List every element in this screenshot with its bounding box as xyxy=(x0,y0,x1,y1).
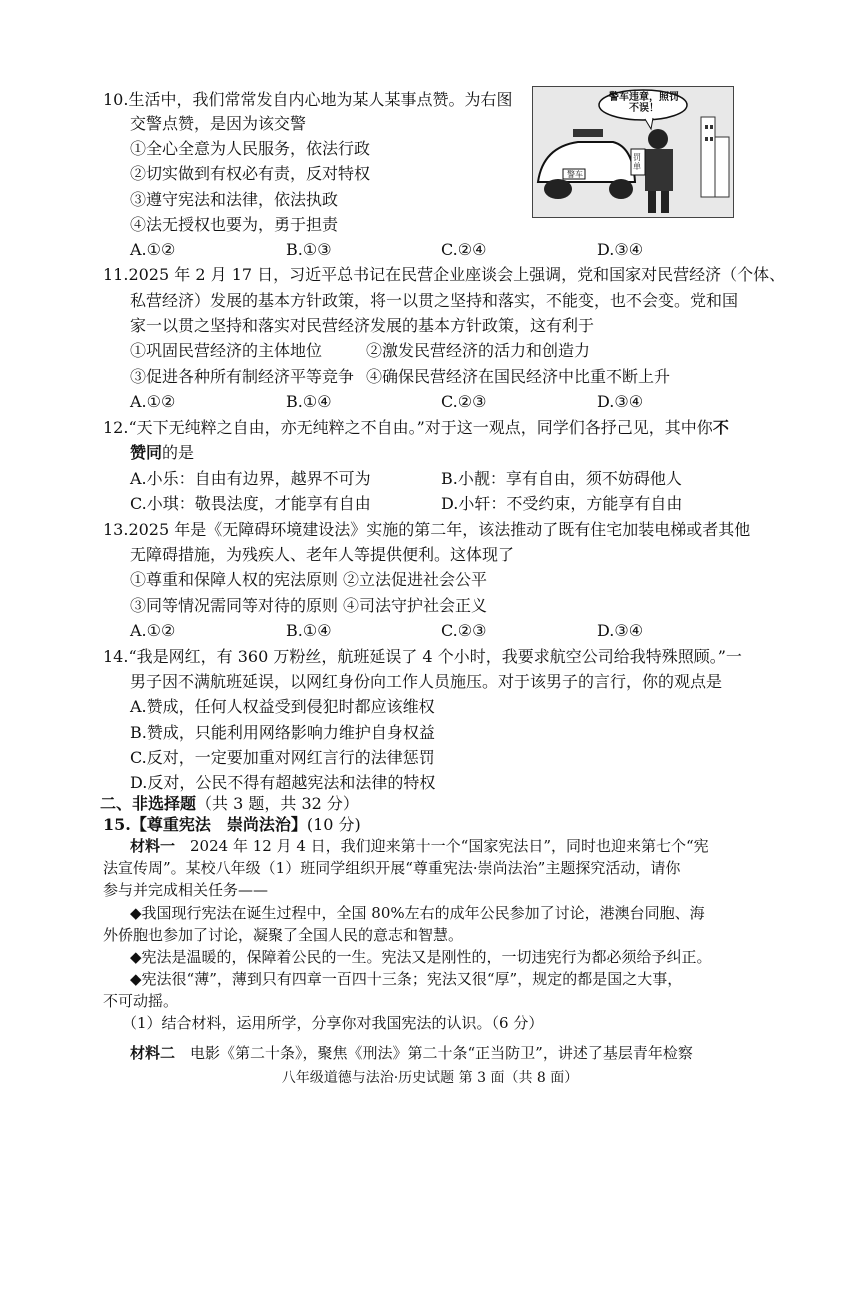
cartoon-ticket-label: 罚单 xyxy=(633,153,641,171)
q13-statement-3: ③同等情况需同等对待的原则 xyxy=(130,596,339,615)
q11-statement-2: ②激发民营经济的活力和创造力 xyxy=(366,341,591,360)
section-title: 二、非选择题 xyxy=(100,794,197,813)
cartoon-car-label: 警车 xyxy=(567,170,583,179)
q15-task1: （1）结合材料，运用所学，分享你对我国宪法的认识。（6 分） xyxy=(122,1014,544,1032)
material1-label: 材料一 xyxy=(130,837,176,855)
q13-statement-1: ①尊重和保障人权的宪法原则 xyxy=(130,570,339,589)
q15-bullet3-line1: ◆宪法很“薄”，薄到只有四章一百四十三条；宪法又很“厚”，规定的都是国之大事， xyxy=(130,970,683,988)
q10-statement-3: ③遵守宪法和法律，依法执政 xyxy=(130,190,339,209)
page-footer: 八年级道德与法治·历史试题 第 3 面（共 8 面） xyxy=(281,1070,579,1086)
q11-option-a: A.①② xyxy=(130,392,176,411)
q15-material1-line3: 参与并完成相关任务—— xyxy=(103,881,269,899)
q11-stem-line1: 11.2025 年 2 月 17 日，习近平总书记在民营企业座谈会上强调，党和国家对民营经济（个体、 xyxy=(103,265,786,284)
q15-number: 15. xyxy=(103,815,131,834)
q12-option-c: C.小琪：敬畏法度，才能享有自由 xyxy=(130,494,371,513)
q11-option-d: D.③④ xyxy=(597,392,644,411)
q11-statement-3: ③促进各种所有制经济平等竞争 xyxy=(130,367,355,386)
q10-option-d: D.③④ xyxy=(597,240,644,259)
q12-stem-bold2: 赞同 xyxy=(130,443,163,462)
q11-statement-1: ①巩固民营经济的主体地位 xyxy=(130,341,323,360)
q15-heading xyxy=(103,815,361,835)
q11-option-c: C.②③ xyxy=(441,392,487,411)
q14-option-a: A.赞成，任何人权益受到侵犯时都应该维权 xyxy=(130,697,435,716)
q13-option-b: B.①④ xyxy=(286,621,332,640)
q15-material1-line2: 法宣传周”。某校八年级（1）班同学组织开展“尊重宪法·崇尚法治”主题探究活动，请你 xyxy=(103,859,681,877)
q14-option-c: C.反对，一定要加重对网红言行的法律惩罚 xyxy=(130,748,435,767)
q10-option-c: C.②④ xyxy=(441,240,487,259)
section-note: （共 3 题，共 32 分） xyxy=(196,794,359,813)
q15-bullet1-line2: 外侨胞也参加了讨论，凝聚了全国人民的意志和智慧。 xyxy=(103,926,464,944)
q10-statement-1: ①全心全意为人民服务，依法行政 xyxy=(130,139,371,158)
q10-statement-4: ④法无授权也要为，勇于担责 xyxy=(130,215,339,234)
q13-statement-2: ②立法促进社会公平 xyxy=(343,570,488,589)
q15-bullet1-line1: ◆我国现行宪法在诞生过程中，全国 80%左右的成年公民参加了讨论，港澳台同胞、海 xyxy=(130,904,705,922)
q10-stem-line2: 交警点赞，是因为该交警 xyxy=(130,114,307,133)
q15-title: 【尊重宪法 崇尚法治】 xyxy=(130,815,307,834)
q15-bullet3-line2: 不可动摇。 xyxy=(103,992,179,1010)
q12-stem-text: 12.“天下无纯粹之自由，亦无纯粹之不自由。”对于这一观点，同学们各抒己见，其中你 xyxy=(103,418,713,437)
q10-option-b: B.①③ xyxy=(286,240,332,259)
q10-stem-line1: 10.生活中，我们常常发自内心地为某人某事点赞。为右图 xyxy=(103,90,513,109)
q15-material1-line1 xyxy=(130,836,709,856)
q13-option-a: A.①② xyxy=(130,621,176,640)
q11-stem-line2: 私营经济）发展的基本方针政策，将一以贯之坚持和落实，不能变，也不会变。党和国 xyxy=(130,291,739,310)
q10-statement-2: ②切实做到有权必有责，反对特权 xyxy=(130,164,371,183)
q13-option-c: C.②③ xyxy=(441,621,487,640)
q12-stem-rest: 的是 xyxy=(162,443,195,462)
cartoon-speech-text: 警车违章，照罚不误！ xyxy=(609,92,679,114)
q11-stem-line3: 家一以贯之坚持和落实对民营经济发展的基本方针政策，这有利于 xyxy=(130,316,595,335)
q12-option-a: A.小乐：自由有边界，越界不可为 xyxy=(130,469,371,488)
q12-stem-line2 xyxy=(130,443,194,463)
material1-text: 2024 年 12 月 4 日，我们迎来第十一个“国家宪法日”，同时也迎来第七个“宪 xyxy=(175,837,709,855)
material2-label: 材料二 xyxy=(130,1044,176,1062)
q15-score: (10 分) xyxy=(306,815,361,834)
q13-option-d: D.③④ xyxy=(597,621,644,640)
q14-stem-line1: 14.“我是网红，有 360 万粉丝，航班延误了 4 个小时，我要求航空公司给我特殊照顾。”一 xyxy=(103,647,742,666)
q14-option-d: D.反对，公民不得有超越宪法和法律的特权 xyxy=(130,773,436,792)
q15-material2-line1 xyxy=(130,1043,693,1063)
q12-stem-line1 xyxy=(103,418,729,438)
q12-option-b: B.小靓：享有自由，须不妨碍他人 xyxy=(441,469,682,488)
q11-option-b: B.①④ xyxy=(286,392,332,411)
traffic-police-cartoon xyxy=(532,86,734,218)
q13-stem-line2: 无障碍措施，为残疾人、老年人等提供便利。这体现了 xyxy=(130,545,515,564)
material2-text: 电影《第二十条》，聚焦《刑法》第二十条“正当防卫”，讲述了基层青年检察 xyxy=(175,1044,693,1062)
q10-option-a: A.①② xyxy=(130,240,176,259)
q13-statement-4: ④司法守护社会正义 xyxy=(343,596,488,615)
section-heading xyxy=(100,794,359,814)
q14-option-b: B.赞成，只能利用网络影响力维护自身权益 xyxy=(130,723,435,742)
q13-stem-line1: 13.2025 年是《无障碍环境建设法》实施的第二年，该法推动了既有住宅加装电梯或者其他 xyxy=(103,520,751,539)
q14-stem-line2: 男子因不满航班延误，以网红身份向工作人员施压。对于该男子的言行，你的观点是 xyxy=(130,672,723,691)
q15-bullet2-line1: ◆宪法是温暖的，保障着公民的一生。宪法又是刚性的，一切违宪行为都必须给予纠正。 xyxy=(130,948,712,966)
q12-stem-bold: 不 xyxy=(712,418,729,437)
q12-option-d: D.小轩：不受约束，方能享有自由 xyxy=(441,494,683,513)
q11-statement-4: ④确保民营经济在国民经济中比重不断上升 xyxy=(366,367,671,386)
